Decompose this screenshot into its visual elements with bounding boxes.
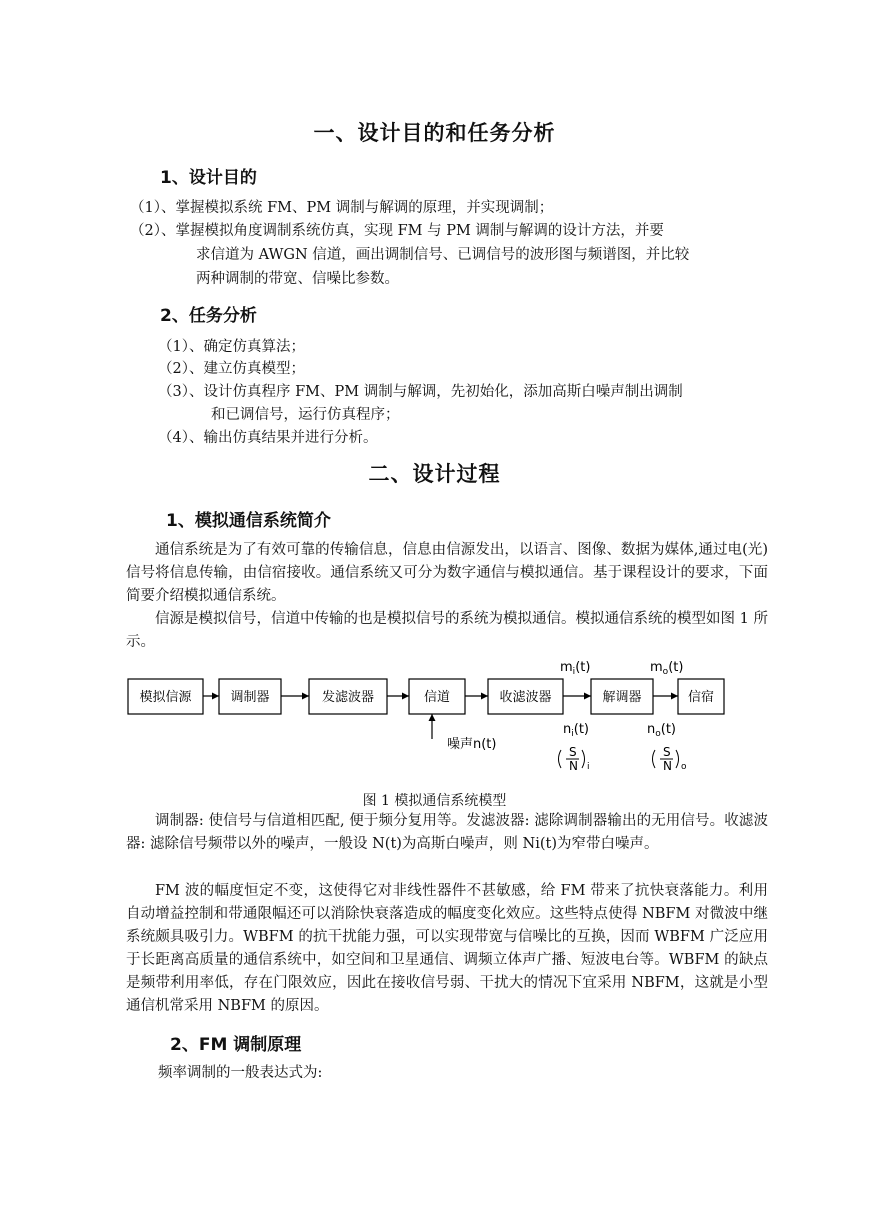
mo-t: (t) — [668, 660, 684, 675]
fm-principle-heading: 2、FM 调制原理 — [170, 1035, 302, 1055]
snr-out-sub: o — [681, 762, 687, 772]
block-label-tx-filter: 发滤波器 — [321, 690, 375, 705]
analog-comm-heading: 1、模拟通信系统简介 — [166, 511, 331, 531]
fm-paragraph: FM 波的幅度恒定不变，这使得它对非线性器件不甚敏感，给 FM 带来了抗快衰落能力。利用自动增益控制和带通限幅还可以消除快衰落造成的幅度变化效应。这些特点使得 NBFM 对微波中继系统颇具吸引力。WBFM 的抗干扰能力强，可以实现带宽与信噪比的互换，因而 WBFM 广泛应用于长距离高质量的通信系统中，如空间和卫星通信、调频立体声广播、短波电台等。WBFM 的缺点是频带利用率低，存在门限效应，因此在接收信号弱、干扰大的情况下宜采用 NBFM，这就是小型通信机常采用 NBFM 的原因。 — [126, 883, 768, 1014]
section-1-title: 一、设计目的和任务分析 — [313, 121, 556, 145]
noise-label: 噪声n(t) — [447, 737, 497, 752]
system-model-diagram — [120, 655, 750, 787]
no-sub: o — [655, 729, 661, 739]
arrow-6 — [671, 693, 678, 700]
section-2-title: 二、设计过程 — [368, 462, 501, 486]
purpose-item-2-cont-2: 两种调制的带宽、信噪比参数。 — [196, 271, 399, 287]
noise-arrow — [429, 714, 436, 721]
mi-letter: m — [560, 660, 573, 675]
ni-letter: n — [563, 722, 572, 737]
snr-in-sub: i — [587, 762, 590, 772]
block-label-modulator: 调制器 — [230, 690, 270, 705]
purpose-item-1: （1）、掌握模拟系统 FM、PM 调制与解调的原理，并实现调制； — [130, 200, 554, 216]
task-item-1: （1）、确定仿真算法； — [158, 339, 305, 355]
ni-t: (t) — [573, 722, 590, 737]
svg-text:ni(t) — [563, 722, 589, 739]
design-purpose-heading: 1、设计目的 — [160, 168, 257, 188]
figure-caption: 图 1 模拟通信系统模型 — [362, 793, 507, 809]
intro-paragraph-1: 通信系统是为了有效可靠的传输信息，信息由信源发出，以语言、图像、数据为媒体,通过电(光)信号将信息传输，由信宿接收。通信系统又可分为数字通信与模拟通信。基于课程设计的要求，下面简要介绍模拟通信系统。 — [126, 542, 768, 604]
block-label-rx-filter: 收滤波器 — [499, 690, 552, 705]
arrow-4 — [481, 693, 488, 700]
snr-out — [653, 745, 688, 773]
svg-text:mi(t) — [560, 660, 590, 677]
arrow-3 — [402, 693, 409, 700]
block-label-sink: 信宿 — [687, 690, 715, 705]
svg-text:no(t) — [647, 722, 676, 739]
purpose-item-2-cont-1: 求信道为 AWGN 信道，画出调制信号、已调信号的波形图与频谱图，并比较 — [196, 247, 690, 263]
snr-in — [559, 745, 590, 773]
task-item-2: （2）、建立仿真模型； — [158, 361, 305, 377]
snr-in-N: N — [569, 759, 578, 773]
arrow-1 — [212, 693, 219, 700]
block-label-channel: 信道 — [423, 690, 451, 705]
mi-t: (t) — [575, 660, 591, 675]
task-item-3: （3）、设计仿真程序 FM、PM 调制与解调，先初始化，添加高斯白噪声制出调制 — [158, 384, 683, 400]
no-t: (t) — [660, 722, 677, 737]
task-analysis-heading: 2、任务分析 — [160, 306, 257, 326]
task-item-4: （4）、输出仿真结果并进行分析。 — [158, 430, 378, 446]
task-item-3-cont: 和已调信号，运行仿真程序； — [211, 407, 400, 423]
snr-in-S: S — [569, 745, 577, 759]
mi-sub: i — [572, 667, 576, 677]
fm-expression-intro: 频率调制的一般表达式为: — [158, 1065, 323, 1081]
no-letter: n — [647, 722, 656, 737]
snr-out-S: S — [663, 745, 671, 759]
arrow-5 — [584, 693, 591, 700]
components-paragraph: 调制器: 使信号与信道相匹配, 便于频分复用等。发滤波器: 滤除调制器输出的无用信号。收滤波器: 滤除信号频带以外的噪声，一般设 N(t)为高斯白噪声，则 Ni(t)为窄带白噪声。 — [126, 813, 768, 852]
svg-text:mo(t) — [650, 660, 683, 677]
purpose-item-2: （2）、掌握模拟角度调制系统仿真，实现 FM 与 PM 调制与解调的设计方法，并要 — [130, 223, 664, 239]
block-label-demodulator: 解调器 — [602, 690, 642, 705]
mo-sub: o — [662, 667, 669, 677]
ni-sub: i — [571, 729, 574, 739]
mo-letter: m — [650, 660, 663, 675]
intro-paragraph-2: 信源是模拟信号，信道中传输的也是模拟信号的系统为模拟通信。模拟通信系统的模型如图 1 所示。 — [126, 611, 768, 650]
arrow-2 — [302, 693, 309, 700]
block-label-source: 模拟信源 — [139, 690, 192, 705]
snr-out-N: N — [663, 759, 672, 773]
